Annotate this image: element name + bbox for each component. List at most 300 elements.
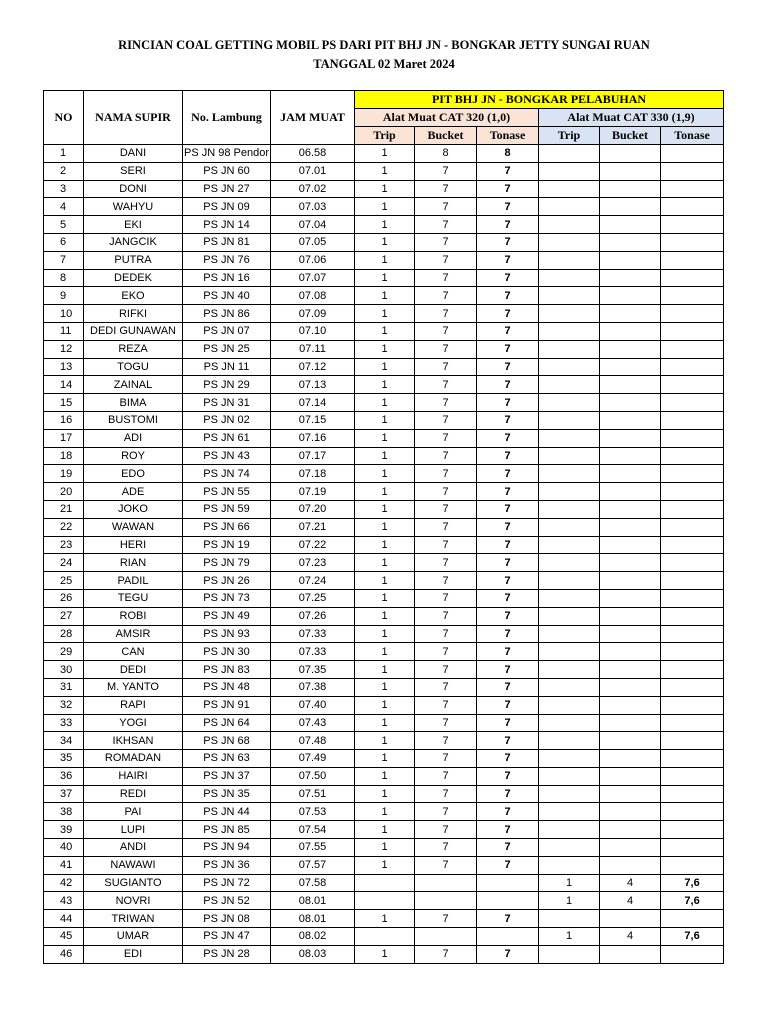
cell-no: 30 (44, 661, 84, 679)
cell-no: 34 (44, 732, 84, 750)
cell-bucket-cat320: 7 (415, 500, 477, 518)
cell-nama-supir: WAWAN (84, 518, 183, 536)
cell-trip-cat330 (539, 251, 600, 269)
cell-no: 44 (44, 910, 84, 928)
cell-bucket-cat320: 7 (415, 678, 477, 696)
cell-trip-cat330 (539, 714, 600, 732)
cell-jam-muat: 07.54 (271, 821, 355, 839)
cell-bucket-cat330 (600, 269, 661, 287)
cell-bucket-cat320: 7 (415, 233, 477, 251)
cell-bucket-cat320 (415, 874, 477, 892)
cell-tonase-cat330 (661, 661, 724, 679)
table-row (44, 500, 724, 518)
cell-no: 46 (44, 945, 84, 963)
cell-no: 14 (44, 376, 84, 394)
cell-jam-muat: 07.40 (271, 696, 355, 714)
cell-nama-supir: JANGCIK (84, 233, 183, 251)
cell-no: 3 (44, 180, 84, 198)
cell-tonase-cat330 (661, 536, 724, 554)
cell-nama-supir: DEDI GUNAWAN (84, 322, 183, 340)
cell-bucket-cat320: 7 (415, 839, 477, 857)
cell-bucket-cat330 (600, 411, 661, 429)
cell-tonase-cat330 (661, 233, 724, 251)
cell-no: 16 (44, 411, 84, 429)
cell-trip-cat320: 1 (355, 287, 415, 305)
cell-bucket-cat320: 7 (415, 269, 477, 287)
cell-nama-supir: REDI (84, 785, 183, 803)
table-row (44, 305, 724, 323)
cell-nama-supir: ROBI (84, 607, 183, 625)
cell-nama-supir: DEDI (84, 661, 183, 679)
table-row (44, 251, 724, 269)
cell-no-lambung: PS JN 09 (183, 198, 271, 216)
cell-jam-muat: 07.07 (271, 269, 355, 287)
cell-bucket-cat330 (600, 767, 661, 785)
table-row (44, 714, 724, 732)
cell-trip-cat330 (539, 767, 600, 785)
cell-trip-cat330 (539, 910, 600, 928)
cell-no: 33 (44, 714, 84, 732)
cell-no: 41 (44, 856, 84, 874)
cell-tonase-cat330 (661, 589, 724, 607)
cell-tonase-cat320 (477, 892, 539, 910)
cell-tonase-cat330: 7,6 (661, 928, 724, 946)
cell-trip-cat330 (539, 429, 600, 447)
cell-jam-muat: 07.22 (271, 536, 355, 554)
cell-no: 39 (44, 821, 84, 839)
table-row (44, 696, 724, 714)
cell-trip-cat330 (539, 216, 600, 234)
cell-tonase-cat330 (661, 251, 724, 269)
cell-tonase-cat320: 7 (477, 305, 539, 323)
cell-tonase-cat320: 7 (477, 803, 539, 821)
cell-trip-cat330 (539, 536, 600, 554)
cell-bucket-cat320: 7 (415, 411, 477, 429)
cell-no: 10 (44, 305, 84, 323)
cell-tonase-cat330 (661, 856, 724, 874)
cell-tonase-cat320: 7 (477, 767, 539, 785)
cell-jam-muat: 07.06 (271, 251, 355, 269)
cell-jam-muat: 07.05 (271, 233, 355, 251)
cell-tonase-cat320: 7 (477, 394, 539, 412)
cell-trip-cat330: 1 (539, 874, 600, 892)
group-header-pit: PIT BHJ JN - BONGKAR PELABUHAN (355, 91, 724, 109)
cell-jam-muat: 07.14 (271, 394, 355, 412)
cell-no-lambung: PS JN 98 Pendor (183, 145, 271, 163)
cell-trip-cat330 (539, 572, 600, 590)
cell-bucket-cat320: 7 (415, 305, 477, 323)
table-row (44, 233, 724, 251)
cell-nama-supir: DANI (84, 145, 183, 163)
cell-no: 8 (44, 269, 84, 287)
cell-nama-supir: ZAINAL (84, 376, 183, 394)
table-row (44, 892, 724, 910)
cell-bucket-cat330: 4 (600, 928, 661, 946)
cell-tonase-cat320: 7 (477, 661, 539, 679)
table-row (44, 643, 724, 661)
cell-tonase-cat330 (661, 198, 724, 216)
cell-trip-cat320 (355, 892, 415, 910)
cell-bucket-cat320: 7 (415, 607, 477, 625)
cell-bucket-cat330 (600, 678, 661, 696)
cell-trip-cat330 (539, 732, 600, 750)
cell-no-lambung: PS JN 25 (183, 340, 271, 358)
cell-trip-cat320: 1 (355, 394, 415, 412)
cell-trip-cat320: 1 (355, 589, 415, 607)
cell-no-lambung: PS JN 49 (183, 607, 271, 625)
cell-no-lambung: PS JN 63 (183, 750, 271, 768)
cell-bucket-cat330 (600, 162, 661, 180)
cell-no-lambung: PS JN 55 (183, 483, 271, 501)
cell-no-lambung: PS JN 28 (183, 945, 271, 963)
cell-tonase-cat320: 7 (477, 216, 539, 234)
cell-nama-supir: M. YANTO (84, 678, 183, 696)
cell-tonase-cat320: 7 (477, 411, 539, 429)
cell-trip-cat330 (539, 696, 600, 714)
cell-bucket-cat330 (600, 821, 661, 839)
cell-jam-muat: 07.51 (271, 785, 355, 803)
cell-tonase-cat320: 7 (477, 233, 539, 251)
cell-nama-supir: NOVRI (84, 892, 183, 910)
cell-tonase-cat330 (661, 411, 724, 429)
cell-tonase-cat330 (661, 340, 724, 358)
cell-tonase-cat320: 7 (477, 358, 539, 376)
cell-nama-supir: PUTRA (84, 251, 183, 269)
cell-no-lambung: PS JN 91 (183, 696, 271, 714)
cell-no-lambung: PS JN 11 (183, 358, 271, 376)
cell-nama-supir: EKI (84, 216, 183, 234)
cell-nama-supir: CAN (84, 643, 183, 661)
cell-bucket-cat330 (600, 839, 661, 857)
cell-jam-muat: 07.24 (271, 572, 355, 590)
cell-no-lambung: PS JN 19 (183, 536, 271, 554)
cell-tonase-cat320: 7 (477, 732, 539, 750)
cell-bucket-cat320: 7 (415, 340, 477, 358)
cell-no: 37 (44, 785, 84, 803)
cell-jam-muat: 07.20 (271, 500, 355, 518)
cell-tonase-cat320: 7 (477, 536, 539, 554)
cell-trip-cat320: 1 (355, 305, 415, 323)
cell-no: 19 (44, 465, 84, 483)
cell-trip-cat330: 1 (539, 892, 600, 910)
cell-tonase-cat330 (661, 803, 724, 821)
cell-bucket-cat320: 7 (415, 394, 477, 412)
cell-bucket-cat330 (600, 394, 661, 412)
cell-tonase-cat320: 7 (477, 500, 539, 518)
cell-tonase-cat320: 7 (477, 589, 539, 607)
cell-tonase-cat320: 7 (477, 198, 539, 216)
cell-trip-cat320: 1 (355, 554, 415, 572)
cell-bucket-cat320: 7 (415, 198, 477, 216)
cell-trip-cat320: 1 (355, 198, 415, 216)
table-body (44, 145, 724, 964)
cell-no-lambung: PS JN 81 (183, 233, 271, 251)
cell-nama-supir: ROY (84, 447, 183, 465)
cell-nama-supir: EDO (84, 465, 183, 483)
cell-bucket-cat320: 7 (415, 945, 477, 963)
cell-no-lambung: PS JN 29 (183, 376, 271, 394)
cell-tonase-cat330 (661, 429, 724, 447)
cell-bucket-cat320: 7 (415, 536, 477, 554)
cell-trip-cat330 (539, 554, 600, 572)
cell-no-lambung: PS JN 36 (183, 856, 271, 874)
cell-nama-supir: WAHYU (84, 198, 183, 216)
cell-tonase-cat320: 7 (477, 180, 539, 198)
cell-bucket-cat330 (600, 554, 661, 572)
cell-bucket-cat320: 7 (415, 821, 477, 839)
cell-bucket-cat330 (600, 856, 661, 874)
cell-trip-cat320: 1 (355, 696, 415, 714)
cell-trip-cat330 (539, 269, 600, 287)
cell-tonase-cat320: 7 (477, 518, 539, 536)
cell-tonase-cat320: 7 (477, 625, 539, 643)
cell-nama-supir: JOKO (84, 500, 183, 518)
cell-tonase-cat320: 7 (477, 910, 539, 928)
col-header-bucket-cat320: Bucket (415, 127, 477, 145)
cell-trip-cat330 (539, 145, 600, 163)
cell-bucket-cat330 (600, 447, 661, 465)
cell-tonase-cat330 (661, 216, 724, 234)
cell-tonase-cat320: 7 (477, 465, 539, 483)
cell-jam-muat: 07.02 (271, 180, 355, 198)
cell-trip-cat320: 1 (355, 750, 415, 768)
cell-tonase-cat320: 7 (477, 572, 539, 590)
col-header-tonase-cat320: Tonase (477, 127, 539, 145)
cell-no-lambung: PS JN 27 (183, 180, 271, 198)
cell-tonase-cat320: 7 (477, 322, 539, 340)
cell-trip-cat330 (539, 607, 600, 625)
cell-tonase-cat330 (661, 287, 724, 305)
table-row (44, 287, 724, 305)
cell-bucket-cat320: 7 (415, 429, 477, 447)
col-header-jam-muat: JAM MUAT (271, 91, 355, 145)
cell-jam-muat: 08.01 (271, 892, 355, 910)
cell-nama-supir: YOGI (84, 714, 183, 732)
cell-jam-muat: 07.23 (271, 554, 355, 572)
cell-trip-cat320: 1 (355, 839, 415, 857)
cell-no-lambung: PS JN 72 (183, 874, 271, 892)
cell-bucket-cat330 (600, 732, 661, 750)
cell-trip-cat330 (539, 340, 600, 358)
cell-trip-cat320: 1 (355, 856, 415, 874)
cell-jam-muat: 07.10 (271, 322, 355, 340)
cell-bucket-cat320: 7 (415, 589, 477, 607)
cell-bucket-cat320: 7 (415, 287, 477, 305)
cell-bucket-cat320: 7 (415, 572, 477, 590)
cell-no-lambung: PS JN 08 (183, 910, 271, 928)
cell-jam-muat: 07.08 (271, 287, 355, 305)
cell-bucket-cat320: 8 (415, 145, 477, 163)
table-row (44, 162, 724, 180)
cell-bucket-cat330 (600, 696, 661, 714)
cell-tonase-cat330 (661, 483, 724, 501)
cell-bucket-cat320: 7 (415, 180, 477, 198)
cell-bucket-cat320: 7 (415, 216, 477, 234)
cell-trip-cat320: 1 (355, 643, 415, 661)
cell-jam-muat: 08.02 (271, 928, 355, 946)
cell-bucket-cat320: 7 (415, 750, 477, 768)
table-row (44, 678, 724, 696)
cell-trip-cat330 (539, 447, 600, 465)
cell-trip-cat330 (539, 233, 600, 251)
cell-bucket-cat320: 7 (415, 376, 477, 394)
cell-no-lambung: PS JN 76 (183, 251, 271, 269)
cell-trip-cat330 (539, 162, 600, 180)
cell-bucket-cat330 (600, 216, 661, 234)
cell-bucket-cat330 (600, 180, 661, 198)
cell-nama-supir: RAPI (84, 696, 183, 714)
cell-jam-muat: 07.57 (271, 856, 355, 874)
cell-jam-muat: 07.53 (271, 803, 355, 821)
cell-no: 29 (44, 643, 84, 661)
cell-bucket-cat330 (600, 340, 661, 358)
cell-tonase-cat320: 7 (477, 643, 539, 661)
cell-no: 9 (44, 287, 84, 305)
cell-no-lambung: PS JN 93 (183, 625, 271, 643)
cell-bucket-cat330 (600, 643, 661, 661)
cell-no-lambung: PS JN 48 (183, 678, 271, 696)
cell-tonase-cat320: 7 (477, 750, 539, 768)
cell-no: 32 (44, 696, 84, 714)
cell-trip-cat330 (539, 394, 600, 412)
cell-trip-cat330 (539, 661, 600, 679)
cell-bucket-cat330 (600, 322, 661, 340)
cell-nama-supir: NAWAWI (84, 856, 183, 874)
cell-no: 28 (44, 625, 84, 643)
cell-bucket-cat330: 4 (600, 892, 661, 910)
table-row (44, 554, 724, 572)
cell-tonase-cat330 (661, 945, 724, 963)
cell-no-lambung: PS JN 68 (183, 732, 271, 750)
cell-no: 42 (44, 874, 84, 892)
cell-trip-cat320: 1 (355, 322, 415, 340)
cell-no-lambung: PS JN 14 (183, 216, 271, 234)
cell-no-lambung: PS JN 35 (183, 785, 271, 803)
cell-trip-cat330 (539, 839, 600, 857)
cell-nama-supir: RIAN (84, 554, 183, 572)
cell-trip-cat320: 1 (355, 785, 415, 803)
cell-jam-muat: 07.19 (271, 483, 355, 501)
cell-trip-cat330 (539, 518, 600, 536)
cell-tonase-cat330 (661, 180, 724, 198)
cell-trip-cat320: 1 (355, 536, 415, 554)
cell-trip-cat330 (539, 376, 600, 394)
cell-trip-cat320: 1 (355, 625, 415, 643)
cell-tonase-cat330 (661, 162, 724, 180)
cell-nama-supir: HAIRI (84, 767, 183, 785)
cell-jam-muat: 07.21 (271, 518, 355, 536)
cell-nama-supir: HERI (84, 536, 183, 554)
cell-tonase-cat320 (477, 874, 539, 892)
cell-trip-cat330 (539, 803, 600, 821)
cell-no-lambung: PS JN 16 (183, 269, 271, 287)
cell-trip-cat320: 1 (355, 251, 415, 269)
table-row (44, 429, 724, 447)
cell-tonase-cat330 (661, 500, 724, 518)
table-row (44, 216, 724, 234)
cell-tonase-cat330 (661, 322, 724, 340)
cell-bucket-cat330 (600, 287, 661, 305)
cell-tonase-cat320: 7 (477, 447, 539, 465)
table-row (44, 536, 724, 554)
cell-trip-cat320: 1 (355, 910, 415, 928)
cell-nama-supir: TEGU (84, 589, 183, 607)
table-row (44, 928, 724, 946)
cell-no: 2 (44, 162, 84, 180)
cell-tonase-cat320: 7 (477, 856, 539, 874)
cell-nama-supir: EKO (84, 287, 183, 305)
cell-nama-supir: LUPI (84, 821, 183, 839)
cell-no: 4 (44, 198, 84, 216)
cell-tonase-cat330 (661, 465, 724, 483)
cell-no-lambung: PS JN 74 (183, 465, 271, 483)
cell-tonase-cat320: 7 (477, 162, 539, 180)
cell-jam-muat: 07.15 (271, 411, 355, 429)
cell-trip-cat320: 1 (355, 340, 415, 358)
cell-bucket-cat330 (600, 358, 661, 376)
cell-no-lambung: PS JN 83 (183, 661, 271, 679)
cell-trip-cat330 (539, 625, 600, 643)
cell-nama-supir: SERI (84, 162, 183, 180)
cell-tonase-cat320: 7 (477, 607, 539, 625)
cell-tonase-cat330 (661, 839, 724, 857)
cell-bucket-cat330 (600, 305, 661, 323)
cell-jam-muat: 07.16 (271, 429, 355, 447)
cell-nama-supir: ADI (84, 429, 183, 447)
cell-jam-muat: 07.25 (271, 589, 355, 607)
cell-tonase-cat330 (661, 678, 724, 696)
cell-trip-cat320: 1 (355, 500, 415, 518)
cell-trip-cat330 (539, 856, 600, 874)
cell-trip-cat320 (355, 928, 415, 946)
cell-bucket-cat330 (600, 429, 661, 447)
cell-tonase-cat320: 7 (477, 376, 539, 394)
cell-nama-supir: DONI (84, 180, 183, 198)
cell-bucket-cat330 (600, 803, 661, 821)
cell-jam-muat: 07.09 (271, 305, 355, 323)
cell-jam-muat: 07.33 (271, 625, 355, 643)
cell-bucket-cat330 (600, 572, 661, 590)
cell-tonase-cat330 (661, 554, 724, 572)
cell-bucket-cat320: 7 (415, 447, 477, 465)
cell-tonase-cat330 (661, 910, 724, 928)
cell-no: 40 (44, 839, 84, 857)
alat-muat-cat320-header: Alat Muat CAT 320 (1,0) (355, 109, 539, 127)
cell-tonase-cat330 (661, 696, 724, 714)
cell-no-lambung: PS JN 66 (183, 518, 271, 536)
cell-no: 5 (44, 216, 84, 234)
cell-no: 13 (44, 358, 84, 376)
cell-trip-cat330 (539, 500, 600, 518)
cell-tonase-cat320: 7 (477, 340, 539, 358)
cell-nama-supir: SUGIANTO (84, 874, 183, 892)
cell-nama-supir: RIFKI (84, 305, 183, 323)
cell-trip-cat320: 1 (355, 572, 415, 590)
cell-nama-supir: PADIL (84, 572, 183, 590)
cell-trip-cat320: 1 (355, 821, 415, 839)
cell-bucket-cat320 (415, 928, 477, 946)
cell-bucket-cat320: 7 (415, 767, 477, 785)
cell-trip-cat320: 1 (355, 162, 415, 180)
cell-no-lambung: PS JN 43 (183, 447, 271, 465)
cell-tonase-cat320: 7 (477, 429, 539, 447)
cell-trip-cat320: 1 (355, 216, 415, 234)
cell-bucket-cat320: 7 (415, 251, 477, 269)
cell-jam-muat: 07.18 (271, 465, 355, 483)
cell-trip-cat320: 1 (355, 803, 415, 821)
cell-tonase-cat320: 7 (477, 483, 539, 501)
cell-trip-cat330 (539, 305, 600, 323)
